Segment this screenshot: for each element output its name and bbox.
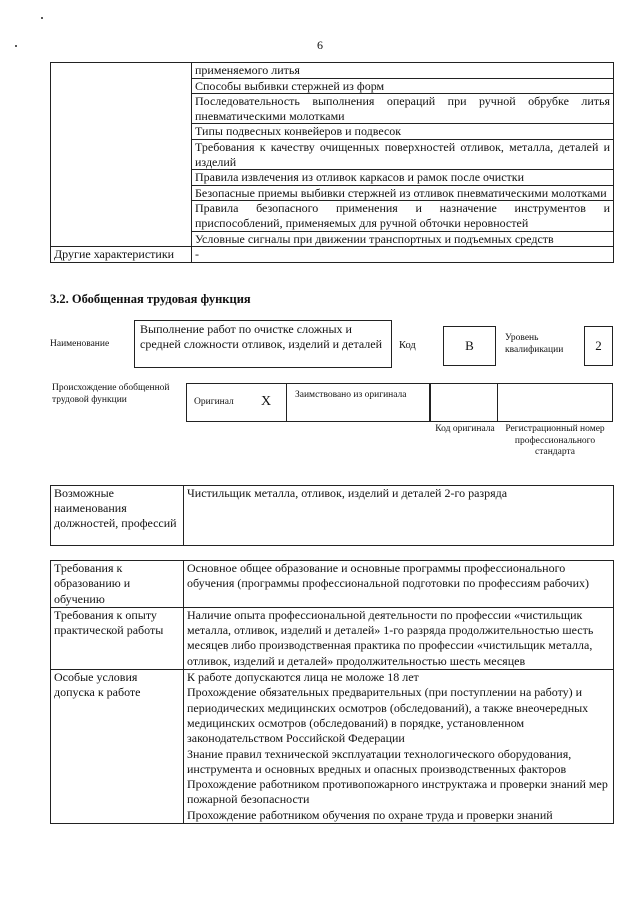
special-conditions-value	[184, 670, 614, 824]
knowledge-row: Условные сигналы при движении транспортных и подъемных средств	[192, 231, 614, 247]
knowledge-row: Требования к качеству очищенных поверхностей отливок, металла, деталей и изделий	[192, 139, 614, 169]
experience-value: Наличие опыта профессиональной деятельности по профессии «чистильщик металла, отливок, изделий и деталей» 1-го разряда продолжительностью шесть месяцев либо производственная практика по профессии «чистильщик металла, отливок, изделий и деталей» продолжительностью шесть месяцев	[184, 607, 614, 669]
original-label: Оригинал	[194, 397, 234, 407]
knowledge-label-cell	[51, 63, 192, 247]
positions-value: Чистильщик металла, отливок, изделий и деталей 2-го разряда	[184, 486, 614, 546]
other-characteristics-label: Другие характеристики	[51, 247, 192, 263]
code-value: B	[443, 326, 496, 366]
other-characteristics-value: -	[192, 247, 614, 263]
knowledge-table	[50, 62, 614, 263]
reg-number-box	[498, 383, 613, 422]
name-value: Выполнение работ по очистке сложных и средней сложности отливок, изделий и деталей	[134, 320, 392, 368]
knowledge-row: Способы выбивки стержней из форм	[192, 78, 614, 94]
level-label: Уровень квалификации	[505, 333, 564, 355]
knowledge-row: Типы подвесных конвейеров и подвесок	[192, 124, 614, 140]
knowledge-row: применяемого литья	[192, 63, 614, 79]
knowledge-row: Последовательность выполнения операций при ручной обрубке литья пневматическими молотками	[192, 94, 614, 124]
knowledge-row: Правила извлечения из отливок каркасов и рамок после очистки	[192, 170, 614, 186]
origin-label: Происхождение обобщенной трудовой функции	[52, 383, 170, 405]
code-caption: Код оригинала	[435, 424, 495, 434]
requirements-table	[50, 560, 614, 824]
original-code-box	[430, 383, 498, 422]
code-label: Код	[399, 340, 416, 351]
page-number: 6	[317, 38, 323, 52]
experience-label: Требования к опыту практической работы	[51, 607, 184, 669]
borrowed-label: Заимствовано из оригинала	[295, 390, 407, 400]
original-mark: X	[261, 394, 272, 409]
special-condition: К работе допускаются лица не моложе 18 лет	[187, 670, 419, 685]
special-condition: Знание правил технической эксплуатации технологического оборудования, инструмента и основных вредных и опасных производственных факторов	[187, 746, 572, 776]
special-conditions-label: Особые условия допуска к работе	[51, 670, 184, 824]
knowledge-row: Правила безопасного применения и назначение инструментов и приспособлений, применяемых для ручной обточки неровностей	[192, 201, 614, 231]
name-label: Наименование	[50, 339, 110, 349]
reg-caption: Регистрационный номер профессионального стандарта	[505, 424, 605, 457]
special-condition: Прохождение работником обучения по охране труда и проверки знаний	[187, 807, 553, 822]
special-condition: Прохождение работником противопожарного инструктажа и проверки знаний мер пожарной безопасности	[187, 777, 608, 807]
section-heading: 3.2. Обобщенная трудовая функция	[50, 292, 251, 306]
knowledge-row: Безопасные приемы выбивки стержней из отливок пневматическими молотками	[192, 185, 614, 201]
education-label: Требования к образованию и обучению	[51, 561, 184, 608]
level-value: 2	[584, 326, 613, 366]
education-value: Основное общее образование и основные программы профессионального обучения (программы профессиональной подготовки по профессиям рабочих)	[184, 561, 614, 608]
special-condition: Прохождение обязательных предварительных (при поступлении на работу) и периодических медицинских осмотров (обследований), а также внеочередных медицинских осмотров (обследований) в порядке, установленном законодательством Российской Федерации	[187, 685, 589, 746]
positions-label: Возможные наименования должностей, профессий	[51, 486, 184, 546]
origin-divider	[286, 383, 430, 422]
positions-table	[50, 485, 614, 546]
scan-dot	[41, 17, 43, 19]
